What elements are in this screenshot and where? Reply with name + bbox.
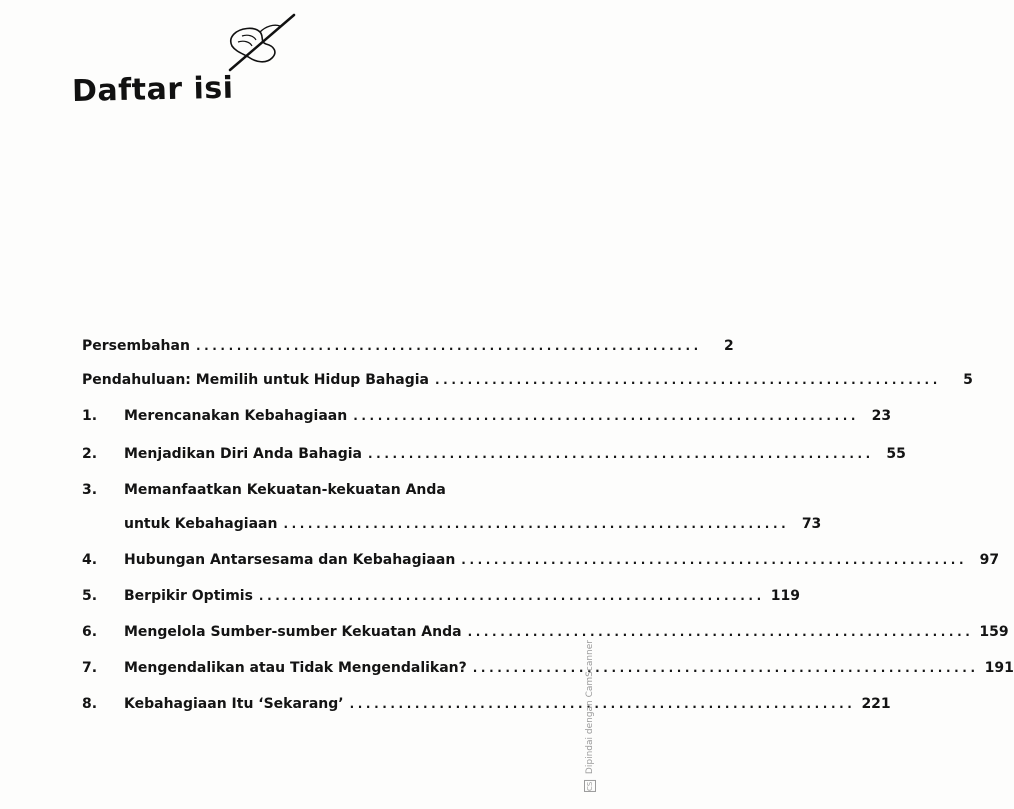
toc-entry-number: 5. xyxy=(82,588,98,604)
toc-entry[interactable] xyxy=(82,544,1000,568)
scanner-watermark-text: Dipindai dengan CamScanner xyxy=(585,640,595,775)
toc-page-number: 73 xyxy=(801,516,822,532)
toc-entry-continuation[interactable] xyxy=(124,508,822,532)
toc-leader-dots: .............................................................. xyxy=(258,589,765,603)
camscanner-logo-icon: CS xyxy=(586,781,594,791)
toc-entry-number: 3. xyxy=(82,482,98,498)
toc-entry-label: Persembahan xyxy=(82,338,190,354)
hand-writing-pen-icon xyxy=(220,12,298,76)
toc-leader-dots: .............................................................. xyxy=(368,447,874,461)
toc-entry-number: 2. xyxy=(82,446,98,462)
toc-entry-label: Mengendalikan atau Tidak Mengendalikan? xyxy=(124,660,467,676)
toc-page-number: 23 xyxy=(871,408,892,424)
toc-entry-number: 1. xyxy=(82,408,98,424)
toc-entry-label: Kebahagiaan Itu ‘Sekarang’ xyxy=(124,696,344,712)
toc-entry-number: 7. xyxy=(82,660,98,676)
toc-entry[interactable] xyxy=(82,616,1009,640)
toc-entry[interactable] xyxy=(82,330,734,354)
scanner-watermark xyxy=(584,640,596,792)
toc-page-number: 55 xyxy=(886,446,906,462)
toc-entry-label: Memanfaatkan Kekuatan-kekuatan Anda xyxy=(124,482,446,498)
toc-entry-label: Hubungan Antarsesama dan Kebahagiaan xyxy=(124,552,456,568)
toc-leader-dots: .............................................................. xyxy=(283,517,790,531)
toc-leader-dots: .............................................................. xyxy=(435,373,941,387)
toc-page-number: 159 xyxy=(979,624,1009,640)
toc-entry[interactable] xyxy=(82,652,1014,676)
toc-leader-dots: .............................................................. xyxy=(467,625,974,639)
toc-entry[interactable] xyxy=(82,580,800,604)
toc-entry-label: Berpikir Optimis xyxy=(124,588,253,604)
toc-page-number: 221 xyxy=(861,696,891,712)
toc-page-number: 2 xyxy=(724,338,734,354)
toc-leader-dots: .............................................................. xyxy=(353,409,860,423)
toc-entry-number: 6. xyxy=(82,624,98,640)
toc-page-number: 5 xyxy=(963,372,973,388)
toc-leader-dots: .............................................................. xyxy=(472,661,979,675)
toc-entry-label-continued: untuk Kebahagiaan xyxy=(124,516,278,532)
toc-page-number: 97 xyxy=(979,552,1000,568)
toc-entry-label: Mengelola Sumber-sumber Kekuatan Anda xyxy=(124,624,462,640)
toc-entry[interactable] xyxy=(82,474,556,498)
toc-entry[interactable] xyxy=(82,364,973,388)
toc-page-number: 191 xyxy=(984,660,1014,676)
toc-entry[interactable] xyxy=(82,688,891,712)
toc-entry-number: 4. xyxy=(82,552,98,568)
toc-entry-number: 8. xyxy=(82,696,98,712)
toc-entry-label: Merencanakan Kebahagiaan xyxy=(124,408,348,424)
toc-leader-dots: .............................................................. xyxy=(349,697,856,711)
page-title: Daftar isi xyxy=(71,70,234,109)
toc-entry[interactable] xyxy=(82,400,892,424)
toc-entry[interactable] xyxy=(82,438,906,462)
toc-entry-label: Pendahuluan: Memilih untuk Hidup Bahagia xyxy=(82,372,430,388)
toc-leader-dots: .............................................................. xyxy=(461,553,968,567)
toc-leader-dots: .............................................................. xyxy=(195,339,702,353)
toc-entry-label: Menjadikan Diri Anda Bahagia xyxy=(124,446,362,462)
toc-page-number: 119 xyxy=(770,588,800,604)
